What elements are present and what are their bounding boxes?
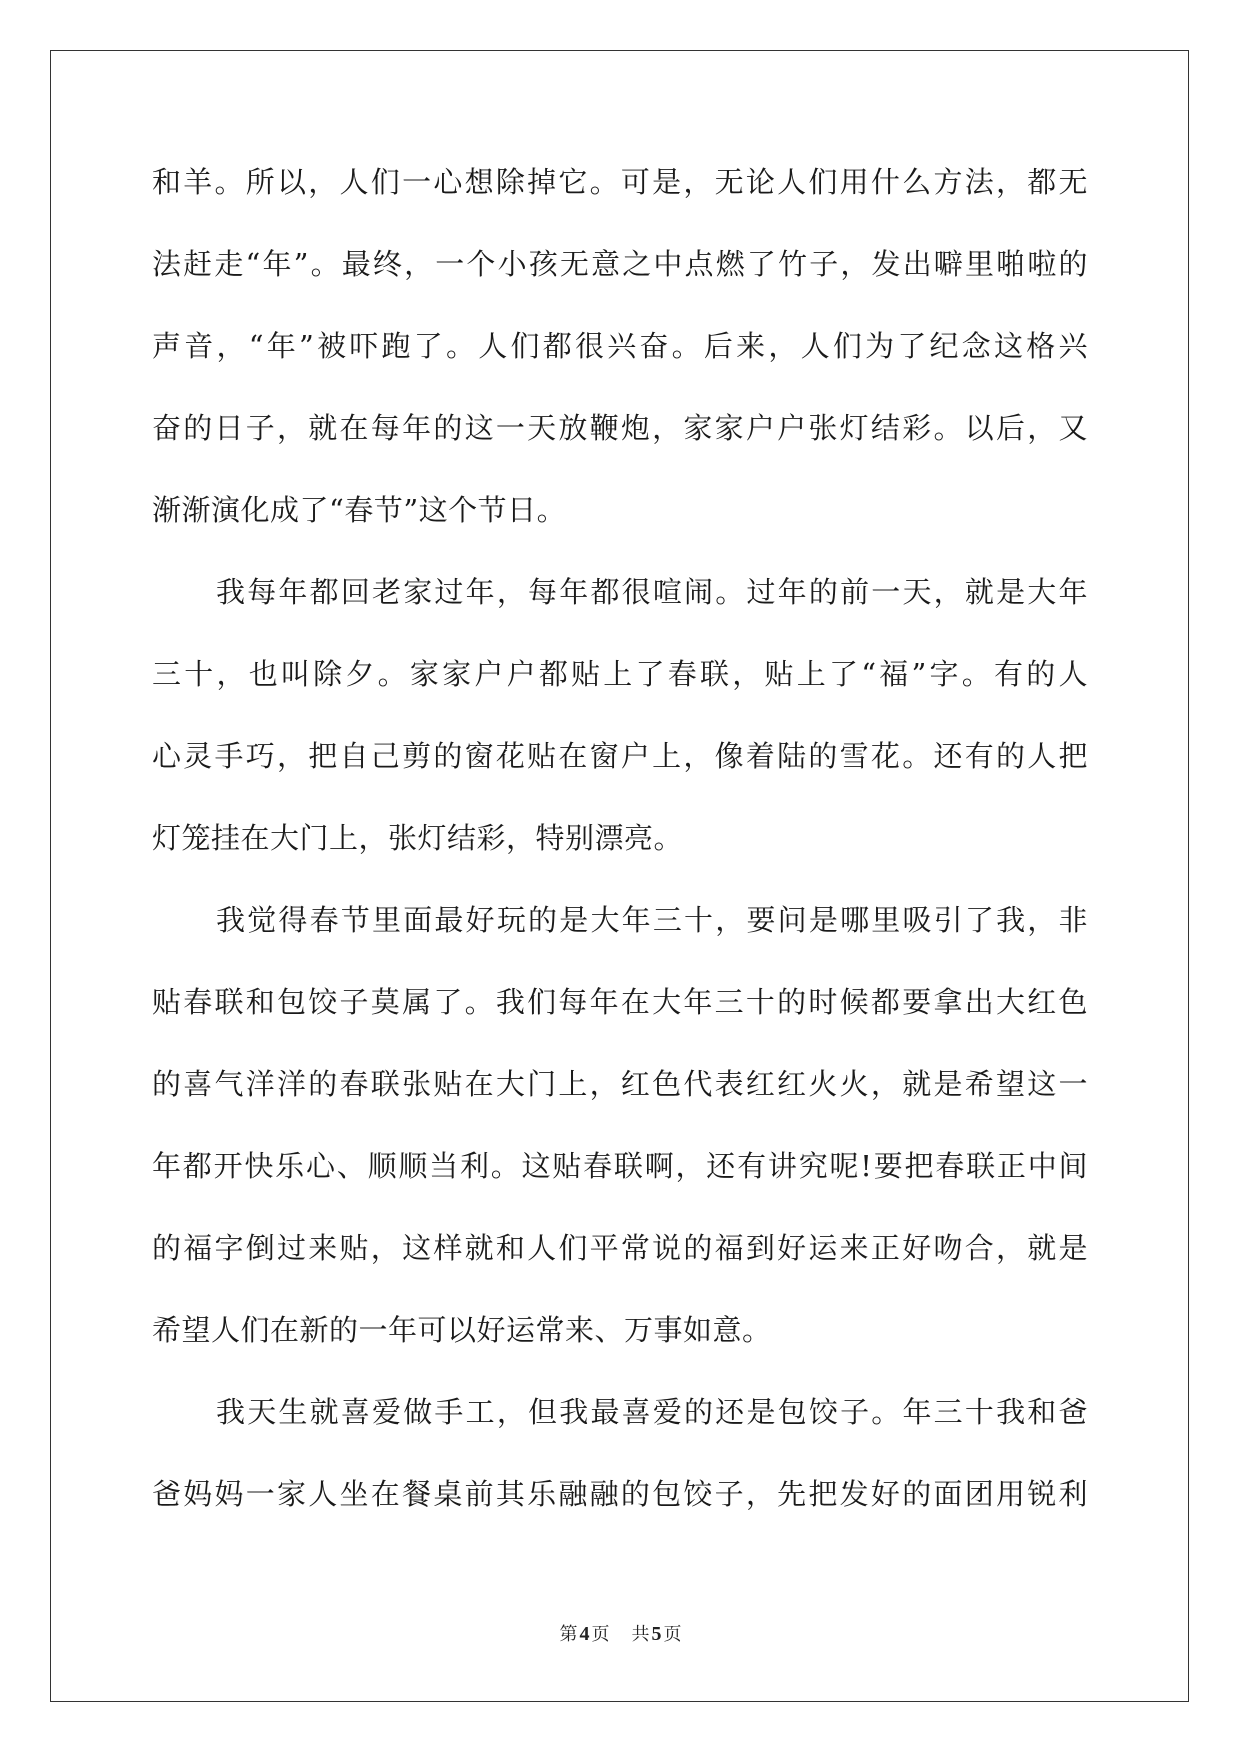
total-suffix: 页 [663, 1624, 682, 1645]
text-line: 心灵手巧，把自己剪的窗花贴在窗户上，像着陆的雪花。还有的人把 [152, 739, 1088, 773]
text-line: 爸妈妈一家人坐在餐桌前其乐融融的包饺子，先把发好的面团用锐利 [152, 1477, 1088, 1511]
text-line: 和羊。所以，人们一心想除掉它。可是，无论人们用什么方法，都无 [152, 165, 1088, 199]
text-line: 声音，“年”被吓跑了。人们都很兴奋。后来，人们为了纪念这格兴 [152, 329, 1088, 363]
text-line: 灯笼挂在大门上，张灯结彩，特别漂亮。 [152, 821, 684, 855]
text-line: 的福字倒过来贴，这样就和人们平常说的福到好运来正好吻合，就是 [152, 1231, 1088, 1265]
text-line: 法赶走“年”。最终，一个小孩无意之中点燃了竹子，发出噼里啪啦的 [152, 247, 1088, 281]
page-footer [0, 1620, 1241, 1646]
text-line: 奋的日子，就在每年的这一天放鞭炮，家家户户张灯结彩。以后，又 [152, 411, 1088, 445]
text-line: 三十，也叫除夕。家家户户都贴上了春联，贴上了“福”字。有的人 [152, 657, 1088, 691]
text-line: 希望人们在新的一年可以好运常来、万事如意。 [152, 1313, 772, 1347]
text-line: 的喜气洋洋的春联张贴在大门上，红色代表红红火火，就是希望这一 [152, 1067, 1088, 1101]
text-line: 贴春联和包饺子莫属了。我们每年在大年三十的时候都要拿出大红色 [152, 985, 1088, 1019]
paragraph-first-line: 我天生就喜爱做手工，但我最喜爱的还是包饺子。年三十我和爸 [216, 1395, 1088, 1429]
text-line: 年都开快乐心、顺顺当利。这贴春联啊，还有讲究呢!要把春联正中间 [152, 1149, 1088, 1183]
page-prefix: 第 [559, 1624, 578, 1645]
text-line: 渐渐演化成了“春节”这个节日。 [152, 493, 567, 527]
page-number: 4 [579, 1623, 590, 1645]
paragraph-first-line: 我觉得春节里面最好玩的是大年三十，要问是哪里吸引了我，非 [216, 903, 1088, 937]
document-body [152, 164, 1088, 1558]
paragraph-first-line: 我每年都回老家过年，每年都很喧闹。过年的前一天，就是大年 [216, 575, 1088, 609]
total-pages: 5 [651, 1623, 662, 1645]
total-prefix: 共 [631, 1624, 650, 1645]
page-suffix: 页 [591, 1624, 610, 1645]
